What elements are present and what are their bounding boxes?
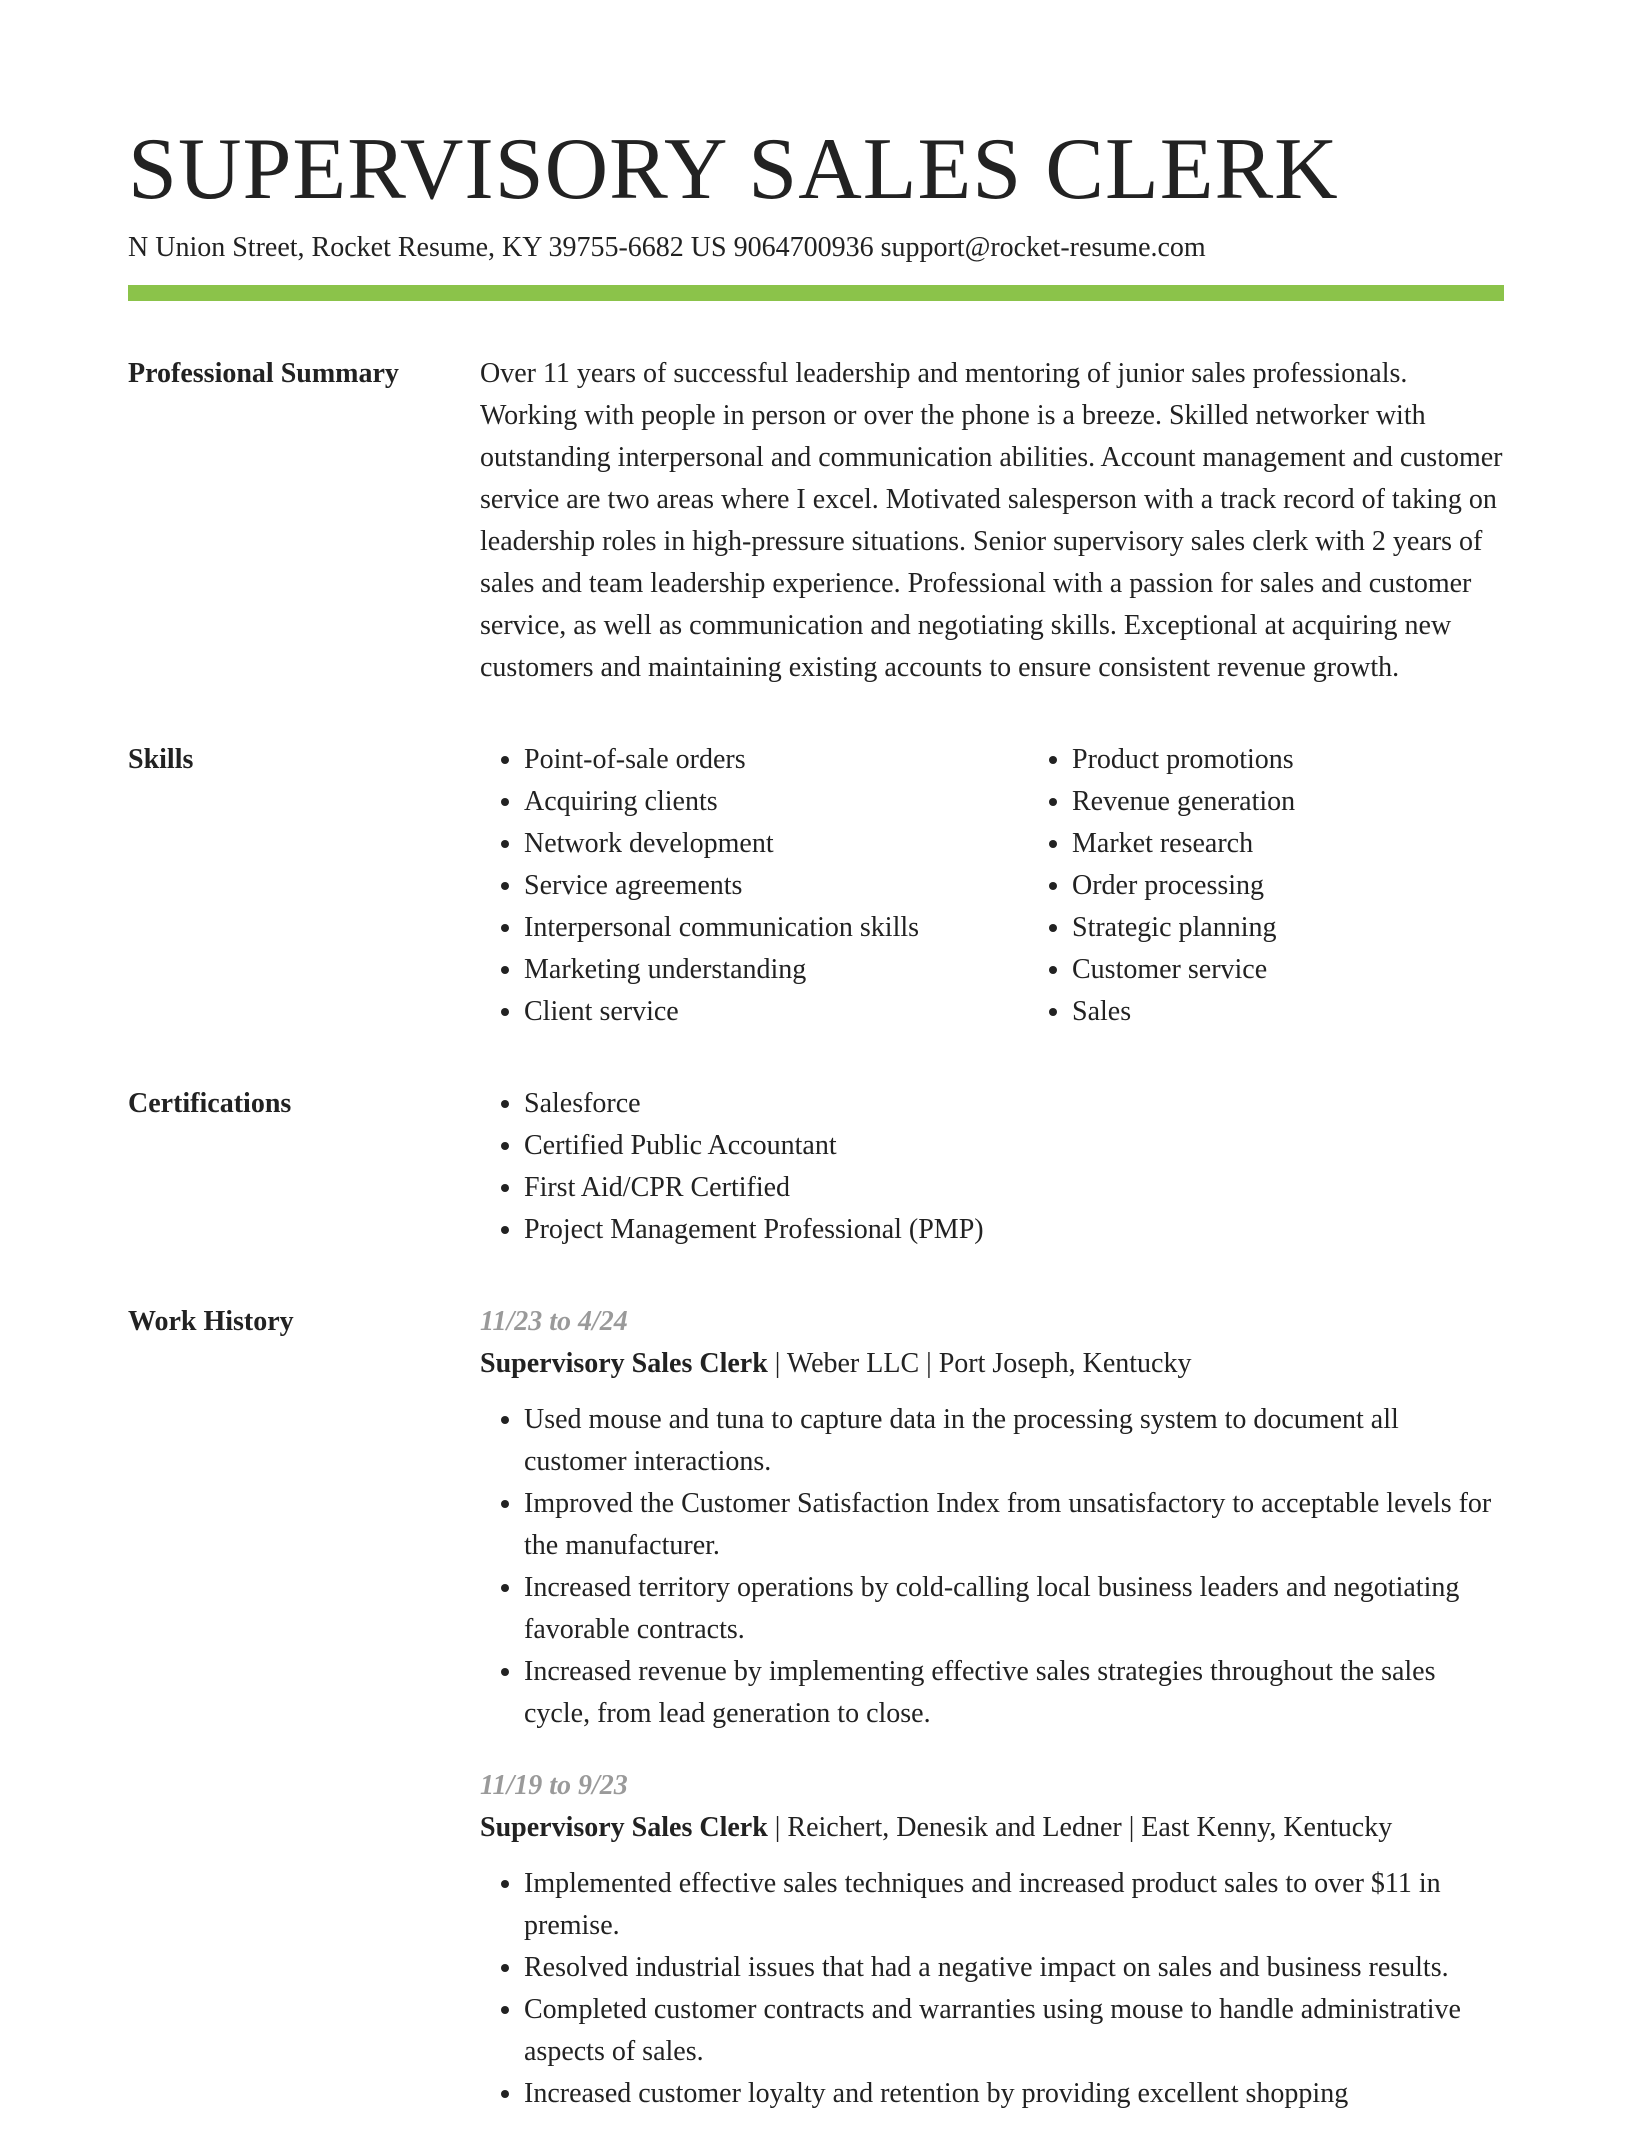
resume-name: SUPERVISORY SALES CLERK	[128, 121, 1339, 218]
skill-item: • Order processing	[1072, 865, 1532, 907]
section-title-work-history: Work History	[128, 1306, 294, 1337]
skill-item: • Service agreements	[524, 865, 1028, 907]
certifications-section	[128, 1083, 1504, 1251]
skill-item: • Market research	[1072, 823, 1532, 865]
job-bullet: • Implemented effective sales techniques and increased product sales to over $11 in premise.	[524, 1863, 1504, 1947]
skills-section	[128, 739, 1504, 1033]
job-entry	[480, 1301, 1504, 1735]
job-entry	[480, 1765, 1504, 2115]
job-bullet: • Increased territory operations by cold-calling local business leaders and negotiating favorable contracts.	[524, 1567, 1504, 1651]
skill-item: • Point-of-sale orders	[524, 739, 1028, 781]
certification-item: • First Aid/CPR Certified	[524, 1167, 1504, 1209]
skill-item: • Sales	[1072, 991, 1532, 1033]
certification-item: • Certified Public Accountant	[524, 1125, 1504, 1167]
job-heading	[480, 1343, 1504, 1385]
skill-item: • Client service	[524, 991, 1028, 1033]
skill-item: • Marketing understanding	[524, 949, 1028, 991]
header-accent-rule	[128, 285, 1504, 301]
skill-item: • Product promotions	[1072, 739, 1532, 781]
job-title: Supervisory Sales Clerk	[480, 1812, 768, 1843]
section-title-skills: Skills	[128, 744, 194, 775]
job-dates: 11/19 to 9/23	[480, 1770, 628, 1801]
job-bullet: • Completed customer contracts and warranties using mouse to handle administrative aspects of sales.	[524, 1989, 1504, 2073]
job-bullet: • Increased revenue by implementing effective sales strategies throughout the sales cycle, from lead generation to close.	[524, 1651, 1504, 1735]
certifications-body	[480, 1083, 1504, 1251]
resume-page	[128, 120, 1504, 2145]
work-history-body	[480, 1301, 1504, 2145]
certification-item: • Project Management Professional (PMP)	[524, 1209, 1504, 1251]
section-title-certifications: Certifications	[128, 1088, 292, 1119]
skill-item: • Revenue generation	[1072, 781, 1532, 823]
contact-line: N Union Street, Rocket Resume, KY 39755-6682 US 9064700936 support@rocket-resume.com	[128, 232, 1206, 263]
skill-item: • Customer service	[1072, 949, 1532, 991]
skill-item: • Strategic planning	[1072, 907, 1532, 949]
skills-body	[480, 739, 1532, 1033]
summary-body	[480, 353, 1504, 689]
summary-section	[128, 353, 1504, 689]
skill-item: • Acquiring clients	[524, 781, 1028, 823]
skill-item: • Network development	[524, 823, 1028, 865]
job-bullet: • Resolved industrial issues that had a negative impact on sales and business results.	[524, 1947, 1504, 1989]
skill-item: • Interpersonal communication skills	[524, 907, 1028, 949]
job-dates: 11/23 to 4/24	[480, 1306, 628, 1337]
job-title: Supervisory Sales Clerk	[480, 1348, 768, 1379]
job-details: | Reichert, Denesik and Ledner | East Kenny, Kentucky	[767, 1812, 1393, 1843]
certification-item: • Salesforce	[524, 1083, 1504, 1125]
job-details: | Weber LLC | Port Joseph, Kentucky	[767, 1348, 1192, 1379]
job-heading	[480, 1807, 1504, 1849]
summary-text: Over 11 years of successful leadership and mentoring of junior sales professionals. Working with people in person or over the phone is a breeze. Skilled networker with outstanding interpersonal and communication abilities. Account management and customer service are two areas where I excel. Motivated salesperson with a track record of taking on leadership roles in high-pressure situations. Senior supervisory sales clerk with 2 years of sales and team leadership experience. Professional with a passion for sales and customer service, as well as communication and negotiating skills. Exceptional at acquiring new customers and maintaining existing accounts to ensure consistent revenue growth.	[480, 358, 1503, 683]
job-bullets	[480, 1399, 1504, 1735]
work-history-section	[128, 1301, 1504, 2145]
section-title-summary: Professional Summary	[128, 358, 399, 389]
skills-list-right	[1028, 739, 1532, 1033]
job-bullet: • Used mouse and tuna to capture data in the processing system to document all customer interactions.	[524, 1399, 1504, 1483]
job-bullets	[480, 1863, 1504, 2115]
job-bullet: • Increased customer loyalty and retention by providing excellent shopping	[524, 2073, 1504, 2115]
skills-list-left	[480, 739, 1028, 1033]
job-bullet: • Improved the Customer Satisfaction Index from unsatisfactory to acceptable levels for the manufacturer.	[524, 1483, 1504, 1567]
certifications-list	[480, 1083, 1504, 1251]
